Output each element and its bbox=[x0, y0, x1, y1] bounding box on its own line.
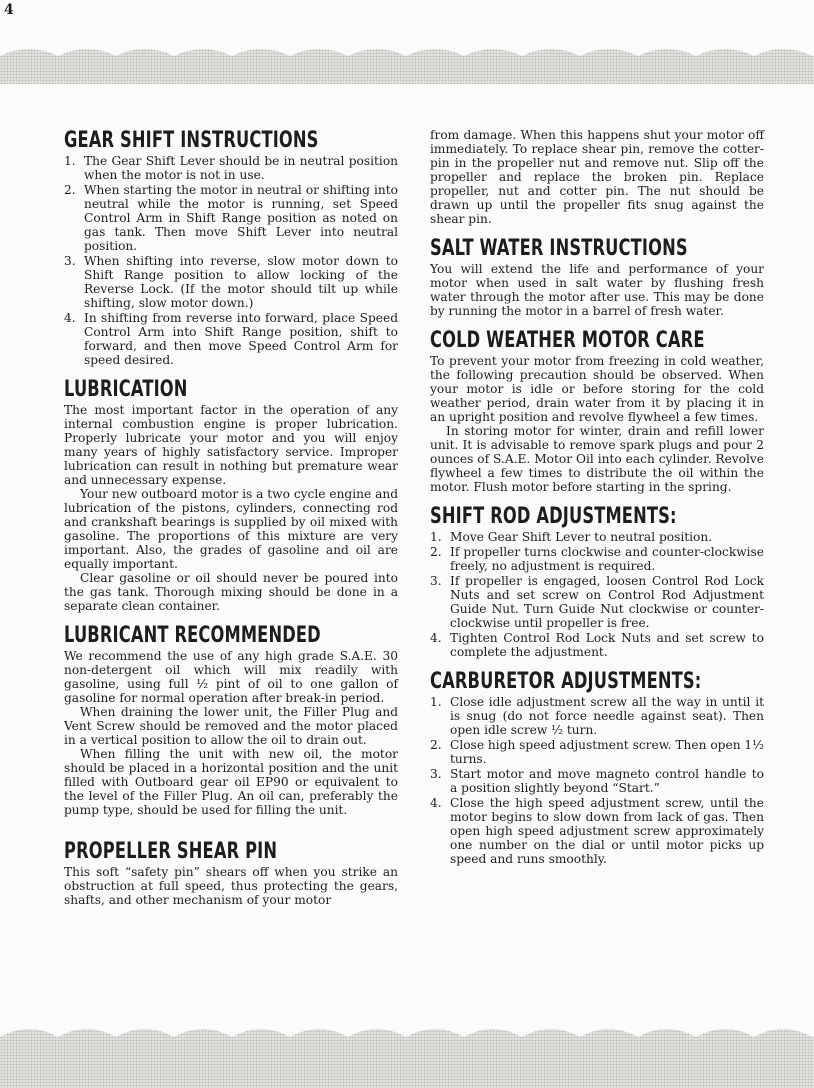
list-number: 2. bbox=[430, 545, 442, 559]
list-item bbox=[430, 767, 764, 795]
list-number: 2. bbox=[430, 738, 442, 752]
cold-weather-section bbox=[430, 328, 764, 494]
list-number: 4. bbox=[64, 311, 76, 325]
page-number: 4 bbox=[4, 2, 14, 18]
list-number: 3. bbox=[430, 767, 442, 781]
gear-shift-section bbox=[64, 128, 398, 367]
list-number: 1. bbox=[64, 154, 76, 168]
list-item-text: The Gear Shift Lever should be in neutral position when the motor is not in use. bbox=[84, 154, 398, 182]
propeller-shear-pin-heading: PROPELLER SHEAR PIN bbox=[64, 839, 278, 864]
list-item-text: When shifting into reverse, slow motor down to Shift Range position to allow locking of the Reverse Lock. (If the motor should tilt up while shifting, slow motor down.) bbox=[84, 254, 398, 310]
list-number: 3. bbox=[430, 574, 442, 588]
cold-weather-heading: COLD WEATHER MOTOR CARE bbox=[430, 328, 705, 353]
carburetor-list bbox=[430, 695, 764, 866]
propeller-shear-pin-section bbox=[64, 839, 398, 907]
list-number: 1. bbox=[430, 695, 442, 709]
list-item-text: When starting the motor in neutral or shifting into neutral while the motor is running, set Speed Control Arm in Shift Range position as noted on gas tank. Then move Shift Lever into neutral position. bbox=[84, 183, 398, 253]
gear-shift-list bbox=[64, 154, 398, 367]
paragraph: When draining the lower unit, the Filler Plug and Vent Screw should be removed and the motor placed in a vertical position to allow the oil to drain out. bbox=[64, 705, 398, 747]
list-number: 4. bbox=[430, 796, 442, 810]
paragraph: We recommend the use of any high grade S.A.E. 30 non-detergent oil which will mix readily with gasoline, using full ½ pint of oil to one gallon of gasoline for normal operation after break-in period. bbox=[64, 649, 398, 705]
list-item bbox=[64, 154, 398, 182]
list-item bbox=[430, 796, 764, 866]
list-item bbox=[430, 695, 764, 737]
list-item bbox=[64, 183, 398, 253]
list-number: 1. bbox=[430, 530, 442, 544]
list-number: 2. bbox=[64, 183, 76, 197]
gear-shift-heading: GEAR SHIFT INSTRUCTIONS bbox=[64, 128, 319, 153]
salt-water-heading: SALT WATER INSTRUCTIONS bbox=[430, 236, 688, 261]
list-item bbox=[64, 311, 398, 367]
paragraph: When filling the unit with new oil, the motor should be placed in a horizontal position and the unit filled with Outboard gear oil EP90 or equivalent to the level of the Filler Plug. An oil can, preferably the pump type, should be used for filling the unit. bbox=[64, 747, 398, 817]
paragraph: In storing motor for winter, drain and refill lower unit. It is advisable to remove spark plugs and pour 2 ounces of S.A.E. Motor Oil into each cylinder. Revolve flywheel a few times to distribute the oil within the motor. Flush motor before starting in the spring. bbox=[430, 424, 764, 494]
list-item-text: In shifting from reverse into forward, place Speed Control Arm into Shift Range position, shift to forward, and then move Speed Control Arm for speed desired. bbox=[84, 311, 398, 367]
lubricant-recommended-heading: LUBRICANT RECOMMENDED bbox=[64, 623, 321, 648]
carburetor-heading: CARBURETOR ADJUSTMENTS: bbox=[430, 669, 702, 694]
list-item bbox=[430, 631, 764, 659]
paragraph: from damage. When this happens shut your motor off immediately. To replace shear pin, remove the cotter-pin in the propeller nut and remove nut. Slip off the propeller and replace the broken pin. Replace propeller, nut and cotter pin. The nut should be drawn up until the propeller fits snug against the shear pin. bbox=[430, 128, 764, 226]
lubrication-section bbox=[64, 377, 398, 613]
shift-rod-heading: SHIFT ROD ADJUSTMENTS: bbox=[430, 504, 677, 529]
shift-rod-section bbox=[430, 504, 764, 659]
paragraph: Your new outboard motor is a two cycle engine and lubrication of the pistons, cylinders, connecting rod and crankshaft bearings is supplied by oil mixed with gasoline. The proportions of this mixture are very important. Also, the grades of gasoline and oil are equally important. bbox=[64, 487, 398, 571]
list-item-text: If propeller turns clockwise and counter-clockwise freely, no adjustment is required. bbox=[450, 545, 764, 573]
paragraph: This soft “safety pin” shears off when you strike an obstruction at full speed, thus protecting the gears, shafts, and other mechanism of your motor bbox=[64, 865, 398, 907]
paragraph: You will extend the life and performance of your motor when used in salt water by flushing fresh water through the motor after use. This may be done by running the motor in a barrel of fresh water. bbox=[430, 262, 764, 318]
carburetor-section bbox=[430, 669, 764, 866]
list-number: 4. bbox=[430, 631, 442, 645]
lubricant-recommended-section bbox=[64, 623, 398, 817]
propeller-shear-pin-continued bbox=[430, 128, 764, 226]
list-item bbox=[430, 530, 764, 544]
salt-water-section bbox=[430, 236, 764, 318]
list-number: 3. bbox=[64, 254, 76, 268]
list-item-text: Close the high speed adjustment screw, until the motor begins to slow down from lack of gas. Then open high speed adjustment screw approximately one number on the dial or until motor picks up speed and runs smoothly. bbox=[450, 796, 764, 866]
list-item-text: Close high speed adjustment screw. Then open 1½ turns. bbox=[450, 738, 764, 766]
shift-rod-list bbox=[430, 530, 764, 659]
list-item-text: Close idle adjustment screw all the way in until it is snug (do not force needle against seat). Then open idle screw ½ turn. bbox=[450, 695, 764, 737]
list-item bbox=[64, 254, 398, 310]
list-item bbox=[430, 738, 764, 766]
list-item-text: Start motor and move magneto control handle to a position slightly beyond “Start.” bbox=[450, 767, 764, 795]
paragraph: Clear gasoline or oil should never be poured into the gas tank. Thorough mixing should be done in a separate clean container. bbox=[64, 571, 398, 613]
list-item-text: If propeller is engaged, loosen Control Rod Lock Nuts and set screw on Control Rod Adjustment Guide Nut. Turn Guide Nut clockwise or counter-clockwise until propeller is free. bbox=[450, 574, 764, 630]
list-item-text: Move Gear Shift Lever to neutral position. bbox=[450, 530, 713, 544]
list-item bbox=[430, 545, 764, 573]
paragraph: The most important factor in the operation of any internal combustion engine is proper lubrication. Properly lubricate your motor and you will enjoy many years of highly satisfactory service. Improper lubrication can result in nothing but premature wear and unnecessary expense. bbox=[64, 403, 398, 487]
decorative-wave-band-top bbox=[0, 40, 814, 84]
list-item bbox=[430, 574, 764, 630]
left-column bbox=[64, 128, 398, 917]
lubrication-heading: LUBRICATION bbox=[64, 377, 188, 402]
right-column bbox=[430, 128, 764, 876]
decorative-wave-band-bottom bbox=[0, 1015, 814, 1088]
paragraph: To prevent your motor from freezing in cold weather, the following precaution should be observed. When your motor is idle or before storing for the cold weather period, drain water from it by placing it in an upright position and revolve flywheel a few times. bbox=[430, 354, 764, 424]
list-item-text: Tighten Control Rod Lock Nuts and set screw to complete the adjustment. bbox=[450, 631, 764, 659]
